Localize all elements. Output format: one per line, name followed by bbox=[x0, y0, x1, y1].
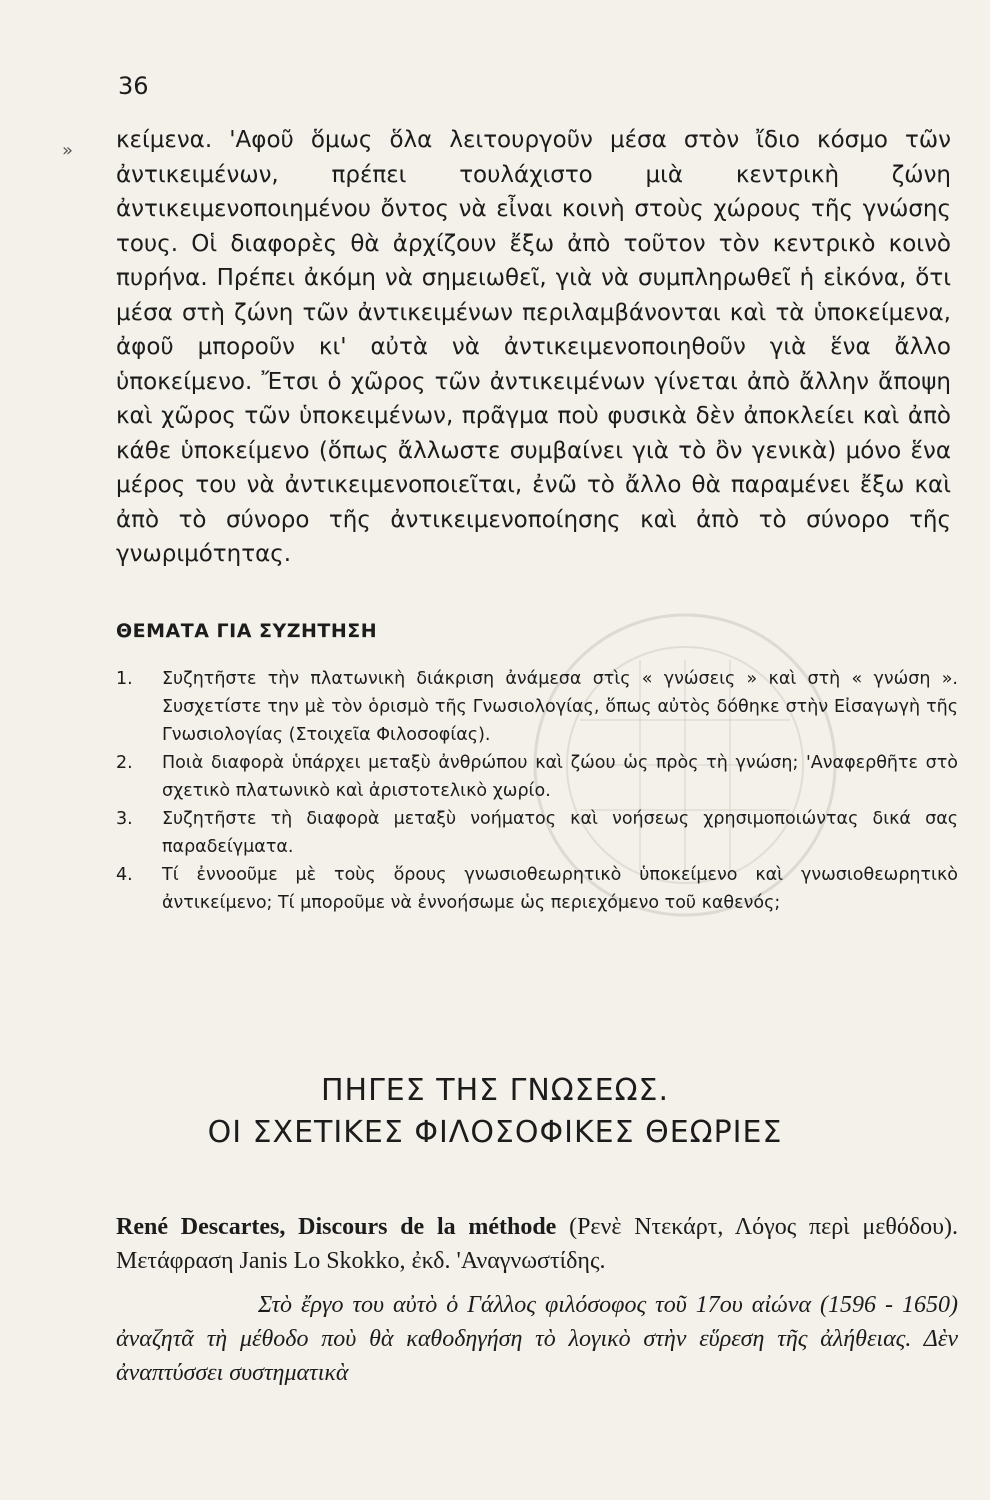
question-text: Συζητῆστε τὴ διαφορὰ μεταξὺ νοήματος καὶ νοήσεως χρησιμοποιώντας δικά σας παραδείγματα. bbox=[162, 809, 958, 857]
question-number: 2. bbox=[116, 753, 133, 773]
list-item bbox=[116, 861, 958, 917]
sources-section-title bbox=[0, 1070, 990, 1154]
list-item bbox=[116, 805, 958, 861]
page-number: 36 bbox=[118, 72, 149, 100]
body-paragraph: κείμενα. 'Αφοῦ ὅμως ὅλα λειτουργοῦν μέσα στὸν ἴδιο κόσμο τῶν ἀντικειμένων, πρέπει τουλάχιστο μιὰ κεντρικὴ ζώνη ἀντικειμενοποιημένου ὄντος νὰ εἶναι κοινὴ στοὺς χώρους τῆς γνώσης τους. Οἱ διαφορὲς θὰ ἀρχίζουν ἔξω ἀπὸ τοῦτον τὸν κεντρικὸ κοινὸ πυρήνα. Πρέπει ἀκόμη νὰ σημειωθεῖ, γιὰ νὰ συμπληρωθεῖ ἡ εἰκόνα, ὅτι μέσα στὴ ζώνη τῶν ἀντικειμένων περιλαμβάνονται καὶ τὰ ὑποκείμενα, ἀφοῦ μποροῦν κι' αὐτὰ νὰ ἀντικειμενοποιηθοῦν γιὰ ἕνα ἄλλο ὑποκείμενο. Ἔτσι ὁ χῶρος τῶν ἀντικειμένων γίνεται ἀπὸ ἄλλην ἄποψη καὶ χῶρος τῶν ὑποκειμένων, πρᾶγμα ποὺ φυσικὰ δὲν ἀποκλείει καὶ ἀπὸ κάθε ὑποκείμενο (ὅπως ἄλλωστε συμβαίνει γιὰ τὸ ὂν γενικὰ) μόνο ἕνα μέρος του νὰ ἀντικειμενοποιεῖται, ἐνῶ τὸ ἄλλο θὰ παραμένει ἔξω καὶ ἀπὸ τὸ σύνορο τῆς ἀντικειμενοποίησης καὶ ἀπὸ τὸ σύνορο τῆς γνωριμότητας. bbox=[116, 127, 951, 567]
sources-title-line-2: ΟΙ ΣΧΕΤΙΚΕΣ ΦΙΛΟΣΟΦΙΚΕΣ ΘΕΩΡΙΕΣ bbox=[207, 1115, 783, 1150]
reference-details: (Ρενὲ Ντεκάρτ, Λόγος περὶ μεθόδου). Μετάφραση Janis Lo Skokko, ἐκδ. 'Αναγνωστίδης. bbox=[116, 1214, 959, 1274]
sources-title-line-1: ΠΗΓΕΣ ΤΗΣ ΓΝΩΣΕΩΣ. bbox=[320, 1073, 670, 1108]
question-text: Ποιὰ διαφορὰ ὑπάρχει μεταξὺ ἀνθρώπου καὶ ζώου ὡς πρὸς τὴ γνώση; 'Αναφερθῆτε στὸ σχετικὸ πλατωνικὸ καὶ ἀριστοτελικὸ χωρίο. bbox=[162, 753, 958, 801]
discussion-heading: ΘΕΜΑΤΑ ΓΙΑ ΣΥΖΗΤΗΣΗ bbox=[116, 620, 378, 642]
question-text: Συζητῆστε τὴν πλατωνικὴ διάκριση ἀνάμεσα στὶς « γνώσεις » καὶ στὴ « γνώση ». Συσχετίστε την μὲ τὸν ὁρισμὸ τῆς Γνωσιολογίας, ὅπως αὐτὸς δόθηκε στὴν Εἰσαγωγὴ τῆς Γνωσιολογίας (Στοιχεῖα Φιλοσοφίας). bbox=[162, 669, 958, 745]
question-number: 3. bbox=[116, 809, 133, 829]
question-number: 1. bbox=[116, 669, 133, 689]
list-item bbox=[116, 749, 958, 805]
list-item bbox=[116, 665, 958, 749]
margin-mark: » bbox=[62, 140, 74, 161]
source-description: Στὸ ἔργο του αὐτὸ ὁ Γάλλος φιλόσοφος τοῦ 17ου αἰώνα (1596 - 1650) ἀναζητᾶ τὴ μέθοδο ποὺ θὰ καθοδηγήση τὸ λογικὸ στὴν εὕρεση τῆς ἀλήθειας. Δὲν ἀναπτύσσει συστηματικὰ bbox=[116, 1292, 958, 1386]
work-title: Discours de la méthode bbox=[298, 1214, 557, 1240]
source-reference bbox=[116, 1210, 958, 1278]
author-name: René Descartes, bbox=[116, 1214, 286, 1240]
question-number: 4. bbox=[116, 865, 133, 885]
discussion-questions bbox=[116, 665, 958, 917]
question-text: Τί ἐννοοῦμε μὲ τοὺς ὅρους γνωσιοθεωρητικὸ ὑποκείμενο καὶ γνωσιοθεωρητικὸ ἀντικείμενο; Τί μποροῦμε νὰ ἐννοήσωμε ὡς περιεχόμενο τοῦ καθενός; bbox=[162, 865, 958, 913]
